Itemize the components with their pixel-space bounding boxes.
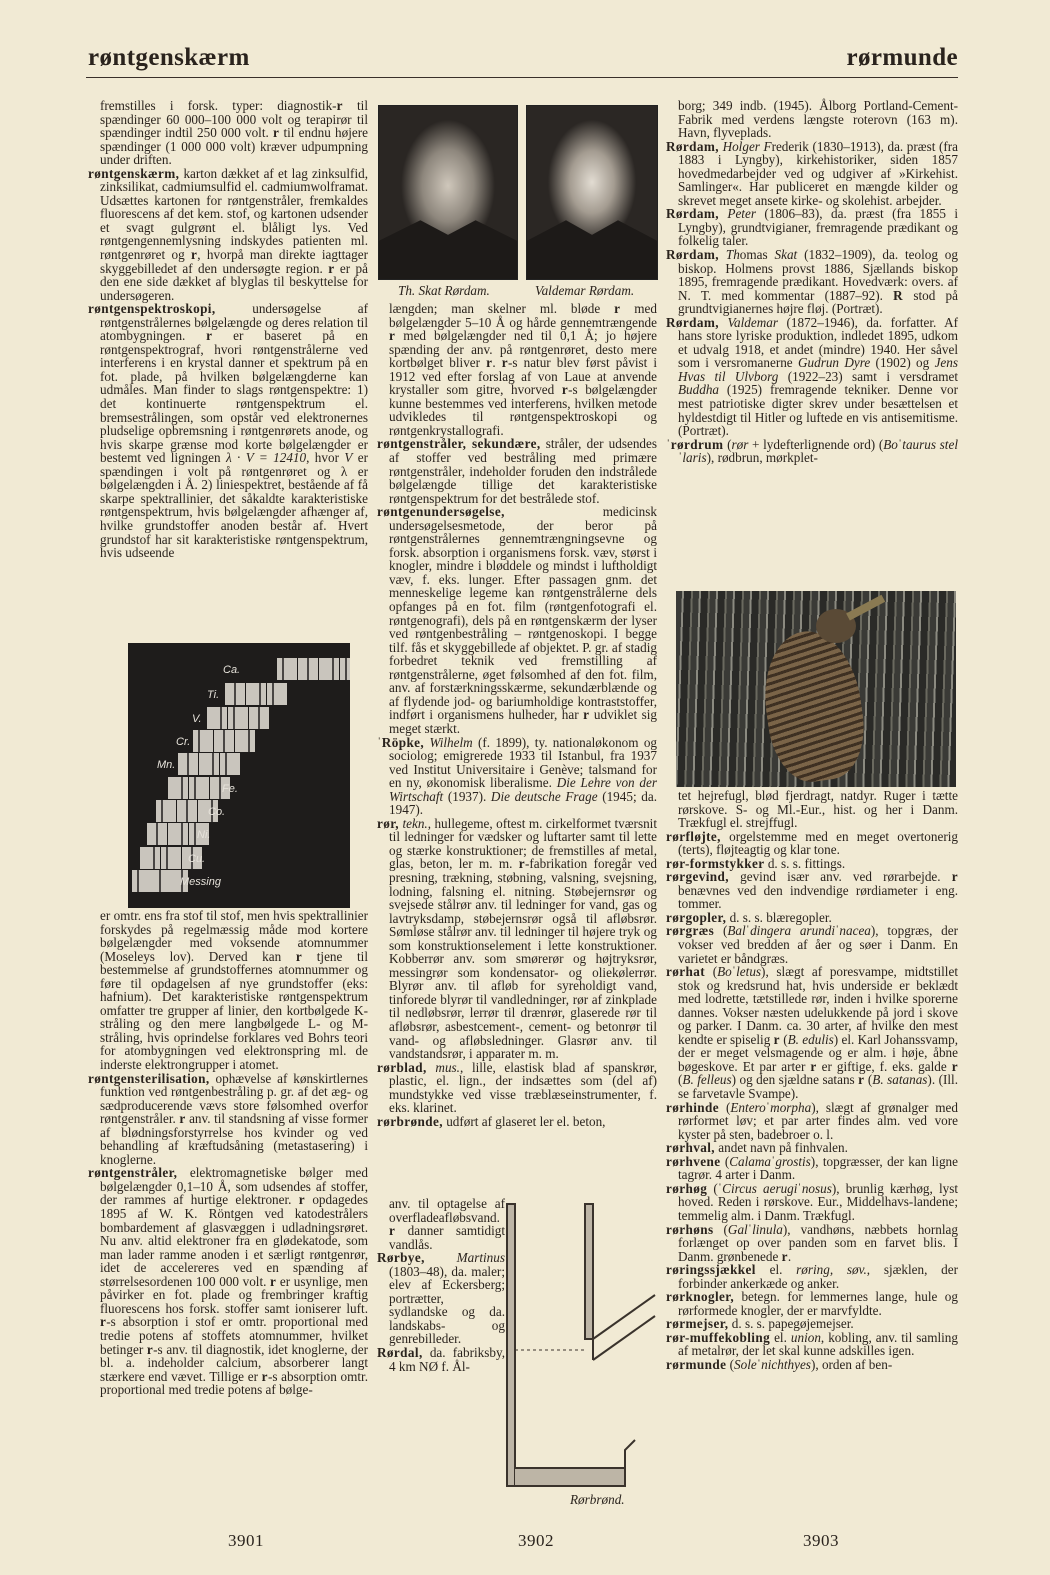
entry-text: stråler, der udsendes af stoffer ved bestråling med primære røntgenstråler, indeholder foruden den indstrålede bølgelængde tillige det karakteristiske røntgenspektrum for det bestrålede stof. xyxy=(389,436,657,506)
entry-continuation xyxy=(88,909,368,1072)
spectrum-plate xyxy=(168,823,188,845)
entry-text: ( xyxy=(707,1180,718,1196)
xray-spectrum-figure xyxy=(128,643,350,908)
headword: rørgevind, xyxy=(666,869,729,885)
element-label: Ni. xyxy=(197,829,211,841)
headword: rørmunde xyxy=(666,1356,727,1372)
entry-text: er baseret på en røntgenspektrograf, hvori røntgenstrålerne ved interferens i en krystal danner et spektrum på en fot. plade, på hvilken bølgelængderne kan udmåles. Man finder to slags røntgenspektre: 1) det kontinuerte røntgenspektrum el. bremsestrålingen, som opstår ved elektronernes pludselige opbremsning i røntgenrørets anode, og hvis skarpe grænse mod korte bølgelængder er bestemt ved ligningen xyxy=(100,328,368,466)
italic-text: røring, søv. xyxy=(796,1262,867,1278)
entry-text: med bølgelængder ned til 0,1 Å; jo højere spænding der anv. på røntgenrøret, desto mere kortbølget bliver xyxy=(389,328,657,371)
entry-continuation xyxy=(88,99,368,167)
entry-text: medicinsk undersøgelsesmetode, der beror på røntgenstrålernes gennemtrængningsevne og forsk. absorption i organismens forsk. væv, størst i knogler, mindre i bløddele og mindst i luftholdigt væv, f. eks. lunger. Efter passagen gnm. det menneskelige legeme kan røntgenstrålerne dels opfanges på en fot. film (røntgenfotografi el. røntgenografi), dels på en røntgenskærm der lyser ved røntgenbestråling – røntgenoskopi. I begge tilf. fås et skyggebillede af objektet. P. gr. af stadig forbedret teknik ved fremstilling af røntgenstrålerne, øget følsomhed af den fot. film, anv. af forstærkningsskærme, sekundærblænde og af flydende jod- og bariumholdige kontraststoffer, indført i organismens hulheder, har xyxy=(389,504,657,723)
headword: rørfløjte, xyxy=(666,828,721,844)
entry-text: er spændingen i volt på røntgenrøret og λ er bølgelængden i Å. 2) liniespektret, bestående af få skarpe spektrallinier, det såkaldte karakteristiske røntgenspektrum, hvis bølgelængder afhænger af, hvilke grundstoffer anoden består af. Hvert grundstof har sit karakteristiske røntgenspektrum, hvis udseende xyxy=(100,450,368,561)
entry-continuation xyxy=(377,302,657,437)
italic-text: Die Lehre von der Wirtschaft xyxy=(389,775,658,804)
spectrum-plate xyxy=(156,800,176,822)
entry-text: tjene til bestemmelse af grundstoffernes atomnummer og føre til opdagelsen af nye grundstoffer (eks: hafnium). Det karakteristiske røntgenspektrum omfatter tre grupper af linier, den kortbølgede K-stråling og den mere langbølgede L- og M-stråling, hvis oprindelse forklares ved Bohrs teori for atombygningen ved elektronspring ml. de inderste elektrongrupper i atomet. xyxy=(100,948,368,1073)
headword: ˈRöpke, xyxy=(377,734,425,750)
spectrum-plate xyxy=(199,753,219,775)
entry-text: ), rødbrun, mørkplet- xyxy=(706,450,818,466)
entry-text: ( xyxy=(678,1072,683,1088)
italic-text: Galˈlinula xyxy=(727,1221,783,1237)
headword: Rørdal, xyxy=(377,1345,423,1361)
entry-text: længden; man skelner ml. bløde xyxy=(389,301,615,316)
entry-text: ( xyxy=(719,1099,731,1115)
entry-text: ), orden af ben- xyxy=(810,1356,893,1372)
entry-text: ( xyxy=(723,436,732,452)
entry-text: karton dækket af et lag zinksulfid, zinksilikat, cadmiumsulfid el. cadmiumwolframat. Udsættes kartonen for røntgenstråler, fremkaldes fluorescens af det kem. stof, og kartonen udsender et svagt gulgrønt el. blåligt lys. Ved røntgengennemlysning indskydes patienten ml. røntgenrøret og xyxy=(100,165,368,263)
bold-abbrev: r xyxy=(179,1111,186,1127)
entry-text: (1803–48), da. maler; elev af Eckersberg; portrætter, sydlandske og da. landskabs- og genrebilleder. xyxy=(389,1263,505,1347)
entry-text: ), topgræs, der vokser ved bredden af åer og søer i Danm. En varietet er båndgræs. xyxy=(678,923,959,966)
bold-abbrev: R xyxy=(893,287,904,303)
headword: rør-muffekobling xyxy=(666,1329,771,1345)
headword: røntgenstråler, xyxy=(88,1165,178,1181)
portrait-caption-left: Th. Skat Rørdam. xyxy=(398,283,490,298)
spectrum-plate xyxy=(228,707,248,729)
headword: Rørdam, xyxy=(666,314,719,330)
entry-text: udført af glaseret ler el. beton, xyxy=(442,1113,606,1129)
entry-text: (1902) og xyxy=(870,355,935,371)
entry-text: med bølgelængder 5–10 Å og hårde gennemtrængende xyxy=(389,301,657,330)
dictionary-entry xyxy=(666,1263,958,1290)
dictionary-entry xyxy=(666,924,958,965)
italic-text: Enteroˈmorpha xyxy=(730,1099,812,1115)
entry-text: elektromagnetiske bølger med bølgelængder 0,1–10 Å, som udsendes af stoffer, der rammes af hurtige elektroner. xyxy=(100,1165,368,1208)
entry-text: benævnes ved den indvendige rørdiameter i eng. tommer. xyxy=(678,882,958,912)
spectrum-plate xyxy=(246,683,266,705)
headword: rørknogler, xyxy=(666,1289,735,1305)
entry-text: ( xyxy=(779,1031,788,1047)
spectrum-svg xyxy=(128,643,350,908)
bold-abbrev: r xyxy=(191,247,198,263)
dictionary-entry xyxy=(666,438,958,465)
entry-text: borg; 349 indb. (1945). Ålborg Portland-Cement-Fabrik med verdens længste roterovn (163 m). Havn, flyveplads. xyxy=(678,98,958,141)
entry-text: ), topgræsser, der kan ligne tagrør. 4 arter i Danm. xyxy=(678,1153,958,1183)
dictionary-entry xyxy=(666,965,958,1100)
dictionary-entry xyxy=(666,1331,958,1358)
entry-continuation xyxy=(666,99,958,140)
bold-abbrev: r xyxy=(261,1368,268,1384)
spectrum-plate xyxy=(132,870,152,892)
column-1-top xyxy=(88,99,368,560)
portrait-caption-right: Valdemar Rørdam. xyxy=(535,283,635,298)
italic-text: rør xyxy=(731,436,749,452)
bold-abbrev: r xyxy=(100,1314,107,1330)
entry-text: til spændinger 60 000–100 000 volt og terapirør til spændinger indtil 250 000 volt. xyxy=(100,98,369,141)
dictionary-entry xyxy=(88,167,368,302)
entry-text: el. xyxy=(770,1329,791,1345)
italic-text: B. felleus xyxy=(682,1072,732,1088)
entry-text: ( xyxy=(864,1072,873,1088)
bold-abbrev: r xyxy=(858,1072,865,1088)
element-label: Cu. xyxy=(188,853,206,865)
headword: røntgenspektroskopi, xyxy=(88,301,216,317)
dictionary-entry xyxy=(377,1251,505,1346)
rorbrond-caption: Rørbrønd. xyxy=(570,1492,625,1507)
element-label: Ti. xyxy=(207,689,220,701)
bold-abbrev: r xyxy=(206,328,213,344)
spectrum-plate xyxy=(140,847,160,869)
dictionary-entry xyxy=(88,1166,368,1396)
headword: rørbrønde, xyxy=(377,1113,443,1129)
element-label: Cr. xyxy=(176,736,191,748)
entry-text: el. xyxy=(755,1262,797,1278)
bold-abbrev: r xyxy=(298,1192,306,1208)
entry-text: -fabrikation foregår ved presning, trækning, støbning, valsning, svejsning, lodning, falsning el. nitning. Støbejernsrør og svejsede stålrør anv. til ledninger for vand, gas og lavtryksdamp, støbejernsrør også til afløbsrør. Sømløse stålrør anv. til ledninger til højere tryk og som konstruktionselement i lette konstruktioner. Kobberrør anv. som smørerør og højtryksrør, messingrør som kondensator- og oliekølerrør. Blyrør anv. til afløb for syreholdigt vand, tinforede blyrør til vandledninger, rør af zinkplade til nedløbsrør, lerrør til drænrør, glaserede rør til afløbsrør, asbestcement-, cement- og betonrør til vand- og afløbsledninger. Glasrør anv. til vandstandsrør, i apparater m. m. xyxy=(389,856,658,1062)
italic-text: Holger F xyxy=(722,138,772,154)
bold-abbrev: r xyxy=(328,260,335,276)
entry-text: d. s. s. papegøjemejser. xyxy=(728,1316,854,1332)
entry-text: . xyxy=(787,1248,792,1264)
entry-text: , hvor xyxy=(306,450,345,466)
entry-text: (1832–1909), da. teolog og biskop. Holmens provst 1886, Sjællands biskop 1895, fremragende prædikant. Hovedværk: overs. af N. T. med kommentar (1887–92). xyxy=(678,247,958,303)
spectrum-plate xyxy=(161,847,181,869)
bold-abbrev: r xyxy=(810,1058,817,1074)
dictionary-entry xyxy=(377,817,657,1061)
spectrum-plate xyxy=(235,730,255,752)
bold-abbrev: r xyxy=(781,1248,788,1264)
entry-text: (1872–1946), da. forfatter. Af hans store lyriske produktion, indledet 1895, udkom et udvalg 1918, et andet (mindre) 1940. Her såvel som i versromanerne xyxy=(678,314,958,371)
dictionary-entry xyxy=(666,140,958,208)
bold-abbrev: r xyxy=(773,1031,780,1047)
entry-continuation xyxy=(666,789,958,830)
headword: rørgopler, xyxy=(666,909,727,925)
dictionary-entry xyxy=(666,830,958,857)
italic-text: Th xyxy=(725,247,740,263)
entry-text: ( xyxy=(726,1356,735,1372)
column-2-narrow xyxy=(377,1197,505,1373)
dictionary-entry xyxy=(666,857,958,871)
bold-abbrev: r xyxy=(295,948,303,964)
entry-text: -s absorption i stof er omtr. proportional med tredie potens af stoffets atomnummer, hvilket betinger xyxy=(100,1314,368,1357)
element-label: Ca. xyxy=(223,664,241,676)
entry-text: gevind især anv. ved rørarbejde. xyxy=(728,869,952,885)
entry-text: da. fabriksby, 4 km NØ f. Ål- xyxy=(389,1345,505,1374)
entry-text: er giftige, f. eks. galde xyxy=(816,1058,952,1074)
entry-text: . xyxy=(492,355,502,371)
entry-text: + lydefterlignende ord) ( xyxy=(748,436,884,452)
page-number-left: 3901 xyxy=(228,1531,264,1550)
italic-text: Soleˈnichthyes xyxy=(734,1356,811,1372)
bold-abbrev: r xyxy=(518,856,526,872)
column-2-main xyxy=(377,302,657,1128)
entry-text: ), slægt af grønalger med rørformet løv; et par arter findes alm. ved vore kyster på sten, badebroer o. l. xyxy=(678,1099,958,1142)
headword: Rørbye, xyxy=(377,1250,425,1266)
headword: rørhval, xyxy=(666,1140,715,1156)
bold-abbrev: r xyxy=(583,707,590,723)
spectrum-plate xyxy=(193,730,213,752)
entry-text: ( xyxy=(714,923,728,939)
headword: røntgenstråler, sekundære, xyxy=(377,436,541,452)
dictionary-entry xyxy=(377,505,657,735)
entry-text: andet navn på finhvalen. xyxy=(714,1140,848,1156)
column-3-top xyxy=(666,99,958,465)
italic-text: Skat xyxy=(774,247,798,263)
spectrum-plate xyxy=(340,658,350,680)
headword: Rørdam, xyxy=(666,206,719,222)
entry-text: -s absorption omtr. proportional med tredie potens af bølge- xyxy=(100,1368,368,1398)
element-label: Mn. xyxy=(157,759,176,771)
entry-text: er usynlige, men påvirker en fot. plade og frembringer kraftig fluorescens hos forsk. stoffer samt ioniserer luft. xyxy=(100,1273,369,1316)
entry-text: -s bølgelængder kunne bestemmes ved interferens, hvilken metode udvikledes til røntgenspektroskopi og røntgenkrystallografi. xyxy=(389,382,657,438)
entry-text: udviklet sig meget stærkt. xyxy=(389,707,657,736)
entry-text: , lille, elastisk blad af spanskrør, plastic, el. lign., der indsættes som (del af) mundstykke ved visse træblæseinstrumenter, f. eks. klarinet. xyxy=(389,1059,658,1116)
spectrum-plate xyxy=(189,777,209,799)
running-head-last-word: rørmunde xyxy=(846,44,958,71)
entry-text: er omtr. ens fra stof til stof, men hvis spektrallinier forskydes på regelmæssig måde mod kortere bølgelængder med voksende atomnummer (Moseleys lov). Derved kan xyxy=(100,908,368,964)
rorbrond-illustration xyxy=(505,1200,660,1490)
entry-text: ( xyxy=(720,1153,730,1169)
page-number-right: 3903 xyxy=(803,1531,839,1550)
headword: rørgræs xyxy=(666,923,715,939)
column-3-bottom xyxy=(666,789,958,1372)
dictionary-entry xyxy=(377,437,657,505)
entry-text: ), slægt af poresvampe, midtstillet stok og kredsrund hat, hvis underside er beklædt med lodrette, tætstillede rør, inden i hvilke sporerne dannes. Vokser næsten udelukkende på jord i skove og parker. I Danm. ca. 30 arter, af hvilke den mest kendte er spiselig xyxy=(678,964,958,1047)
italic-text: Martinus xyxy=(456,1250,505,1266)
entry-text: , hvorpå man direkte iagttager skyggebilledet af den undersøgte region. xyxy=(100,247,368,276)
entry-text: til endnu højere spændinger (1 000 000 volt) kræver udpumpning under driften. xyxy=(100,125,368,168)
headword: røringssjækkel xyxy=(666,1262,756,1278)
italic-text: Gudrun Dyre xyxy=(797,355,871,371)
dictionary-entry xyxy=(666,1290,958,1317)
bold-abbrev: r xyxy=(336,98,343,113)
dictionary-entry xyxy=(88,302,368,559)
headword: røntgensterilisation, xyxy=(88,1070,210,1086)
dictionary-entry xyxy=(666,1182,958,1223)
spectrum-plate xyxy=(220,753,240,775)
bold-abbrev: r xyxy=(486,355,493,371)
dictionary-entry xyxy=(666,1141,958,1155)
italic-text: Calamaˈgrostis xyxy=(729,1153,811,1169)
entry-text: ) og den sjældne satans xyxy=(731,1072,859,1088)
bold-abbrev: r xyxy=(389,328,396,344)
italic-text: Jens Hvas til Ulvborg xyxy=(678,355,958,384)
portrait-photo-th-skat-rordam xyxy=(378,105,518,280)
headword: rørhøns xyxy=(666,1221,714,1237)
element-label: Fe. xyxy=(222,783,238,795)
headword: rørhat xyxy=(666,964,706,980)
entry-text: , sjæklen, der forbinder ankerkæde og anker. xyxy=(678,1262,958,1291)
spectrum-plate xyxy=(277,658,297,680)
dictionary-entry xyxy=(666,1317,958,1331)
entry-text: anv. til standsning af visse former af blødningsforstyrrelse hos kvinder og ved behandling af kræftudsåning (metastasering) i knoglerne. xyxy=(100,1111,368,1167)
spectrum-plate xyxy=(319,658,339,680)
entry-text: ) el. Karl Johanssvamp, der er meget velsmagende og er alm. i høje, åbne bøgeskove. Et par arter xyxy=(678,1031,958,1074)
entry-text: ), vandhøns, næbbets hornlag forlænget op over panden som en farvet blis. I Danm. grønbenede xyxy=(678,1221,958,1264)
entry-text: betegn. for lemmernes lange, hule og rørformede knogler, der er marvfyldte. xyxy=(678,1289,958,1318)
italic-text: Die deutsche Frage xyxy=(490,788,598,804)
headword: rørhinde xyxy=(666,1099,720,1115)
entry-text: undersøgelse af røntgenstrålernes bølgelængde og deres relation til atombygningen. xyxy=(100,301,368,344)
entry-text: rederik (1830–1913), da. præst (fra 1883 i Lyngby), kirkehistoriker, siden 1857 hovedmedarbejder ved og udgiver af »Kirkehist. Samlinger«. Har publiceret en mængde kilder og skrevet meget ansete kirke- og skolehist. arbejder. xyxy=(678,138,958,208)
headword: rørmejser, xyxy=(666,1316,729,1332)
dictionary-entry xyxy=(666,1101,958,1142)
italic-text: Buddha xyxy=(678,382,720,398)
headword: rørblad, xyxy=(377,1059,427,1075)
spectrum-plate xyxy=(207,707,227,729)
entry-text: er på den ene side dækket af blyglas til beskyttelse for undersøgeren. xyxy=(100,260,368,303)
headword: rør-formstykker xyxy=(666,855,765,871)
entry-text: opdagedes 1895 af W. K. Röntgen ved katodestrålers bombardement af glasvæggen i udladningsrøret. Nu anv. altid elektroner fra en glødekatode, som man lader ramme anoden i et særligt røntgenrør, idet de accelereres ved en spænding af størrelsesordenen 100 000 volt. xyxy=(100,1192,369,1289)
entry-text: ( xyxy=(705,964,718,980)
column-1-bottom xyxy=(88,909,368,1397)
element-label: Messing xyxy=(180,876,221,888)
dictionary-entry xyxy=(377,736,657,817)
headword: Rørdam, xyxy=(666,138,719,154)
bold-abbrev: r xyxy=(951,1058,958,1074)
entry-text: (1806–83), da. præst (fra 1855 i Lyngby), grundtvigianer, fremragende prædikant og folkelig taler. xyxy=(678,206,959,249)
headword: Rørdam, xyxy=(666,247,719,263)
dictionary-entry xyxy=(666,911,958,925)
dictionary-entry xyxy=(377,1346,505,1373)
italic-text: Balˈdingera arundiˈnacea xyxy=(727,923,871,939)
spectrum-plate xyxy=(267,683,287,705)
spectrum-plate xyxy=(168,777,188,799)
header-rule xyxy=(86,77,958,78)
entry-text: fremstilles i forsk. typer: diagnostik- xyxy=(100,98,337,113)
dictionary-entry xyxy=(666,1223,958,1264)
element-label: Co. xyxy=(208,806,226,818)
italic-text: B. satanas xyxy=(872,1072,928,1088)
bold-abbrev: r xyxy=(389,1223,396,1239)
entry-text: omas xyxy=(739,247,775,263)
entry-text: anv. til optagelse af overfladeafløbsvand. xyxy=(389,1196,505,1225)
bold-abbrev: r xyxy=(561,382,569,398)
page-number-middle: 3902 xyxy=(518,1531,554,1550)
entry-text: ophævelse af kønskirtlernes funktion ved røntgenbestråling p. gr. af det æg- og sædproducerende vævs store følsomhed overfor røntgenstråler. xyxy=(100,1070,368,1127)
entry-text: stod på grundtvigianernes højre fløj. (Portræt). xyxy=(678,287,958,317)
headword: røntgenundersøgelse, xyxy=(377,504,505,520)
entry-text: d. s. s. blæregopler. xyxy=(726,909,832,925)
entry-text: (1925) fremragende tekniker. Denne vor mest patriotiske digter skrev under besættelsen et hyldestdigt til Hitler og luftede en vis antisemitisme. (Portræt). xyxy=(678,382,958,439)
entry-text: (1937). xyxy=(443,788,491,804)
portrait-photo-valdemar-rordam xyxy=(526,105,658,280)
entry-text: orgelstemme med en meget overtonerig (terts), fløjteagtig og klar tone. xyxy=(678,828,958,858)
dictionary-entry xyxy=(666,1155,958,1182)
dictionary-entry xyxy=(377,1115,657,1129)
italic-text: Valdemar xyxy=(727,314,778,330)
headword: ˈrørdrum xyxy=(666,436,724,452)
headword: rørhvene xyxy=(666,1153,721,1169)
element-label: V. xyxy=(192,713,202,725)
entry-text: tet hejrefugl, blød fjerdragt, natdyr. Ruger i tætte rørskove. S- og Ml.-Eur., hist. og her i Danm. Trækfugl el. strejffugl. xyxy=(678,788,958,831)
dictionary-entry xyxy=(666,248,958,316)
italic-text: Wilhelm xyxy=(429,734,473,750)
italic-text: Boˈletus xyxy=(717,964,762,980)
entry-text: -s anv. til diagnostik, idet knoglerne, der bl. a. indeholder calcium, absorberer langt stærkere end vævet. Tillige er xyxy=(100,1341,368,1384)
entry-text: danner samtidigt vandlås. xyxy=(389,1223,505,1252)
italic-text: Peter xyxy=(727,206,756,222)
dictionary-entry xyxy=(377,1061,657,1115)
dictionary-entry xyxy=(88,1072,368,1167)
dictionary-entry xyxy=(666,316,958,438)
italic-text: B. edulis xyxy=(787,1031,834,1047)
entry-text: (1945; da. 1947). xyxy=(389,788,657,818)
dictionary-entry xyxy=(666,1358,958,1372)
italic-text: λ · V = 12410 xyxy=(225,450,307,466)
italic-text: union xyxy=(790,1329,821,1345)
entry-text: -s natur blev først påvist i 1912 ved efter forslag af von Laue at anvende krystaller som gitre, hvorved xyxy=(389,355,658,398)
italic-text: ˈCircus aerugiˈnosus xyxy=(717,1180,832,1196)
headword: røntgenskærm, xyxy=(88,165,180,181)
bold-abbrev: r xyxy=(272,125,280,141)
dictionary-entry xyxy=(666,207,958,248)
entry-text: ). (Ill. se farvetavle Svampe). xyxy=(678,1072,958,1102)
entry-text: (1922–23) samt i versdramet xyxy=(778,368,958,384)
bold-abbrev: r xyxy=(614,301,621,316)
rorbrond-drawing xyxy=(505,1200,660,1490)
italic-text: Boˈtaurus stelˈlaris xyxy=(678,436,958,466)
bold-abbrev: r xyxy=(501,355,509,371)
entry-text: d. s. s. fittings. xyxy=(764,855,846,871)
bold-abbrev: r xyxy=(270,1273,277,1289)
bold-abbrev: r xyxy=(146,1341,154,1357)
entry-continuation xyxy=(377,1197,505,1251)
italic-text: mus. xyxy=(435,1059,460,1075)
italic-text: V xyxy=(344,450,353,466)
entry-text: ( xyxy=(713,1221,728,1237)
entry-text: (f. 1899), ty. nationaløkonom og sociolog; emigrerede 1933 til Istanbul, fra 1937 ved Institut Universitaire i Genève; talsmand for en ny, økonomisk liberalisme. xyxy=(389,734,658,791)
entry-text: , kobling, anv. til samling af metalrør, der let skal kunne adskilles igen. xyxy=(678,1329,958,1359)
bittern-photo xyxy=(676,591,956,787)
entry-text: , hullegeme, oftest m. cirkelformet tværsnit til ledninger for vædsker og luftarter samt til lette og stærke konstruktioner; de fremstilles af metal, glas, beton, ler m. m. xyxy=(389,815,658,872)
italic-text: tekn. xyxy=(402,815,428,831)
dictionary-entry xyxy=(666,870,958,911)
headword: rør, xyxy=(377,815,399,831)
running-head-first-word: røntgenskærm xyxy=(88,44,250,71)
bold-abbrev: r xyxy=(951,869,958,885)
headword: rørhøg xyxy=(666,1180,708,1196)
entry-text: ), brunlig kærhøg, lyst hoved. Reden i rørskove. Eur., Middelhavs-landene; temmelig alm. i Danm. Trækfugl. xyxy=(678,1180,958,1223)
